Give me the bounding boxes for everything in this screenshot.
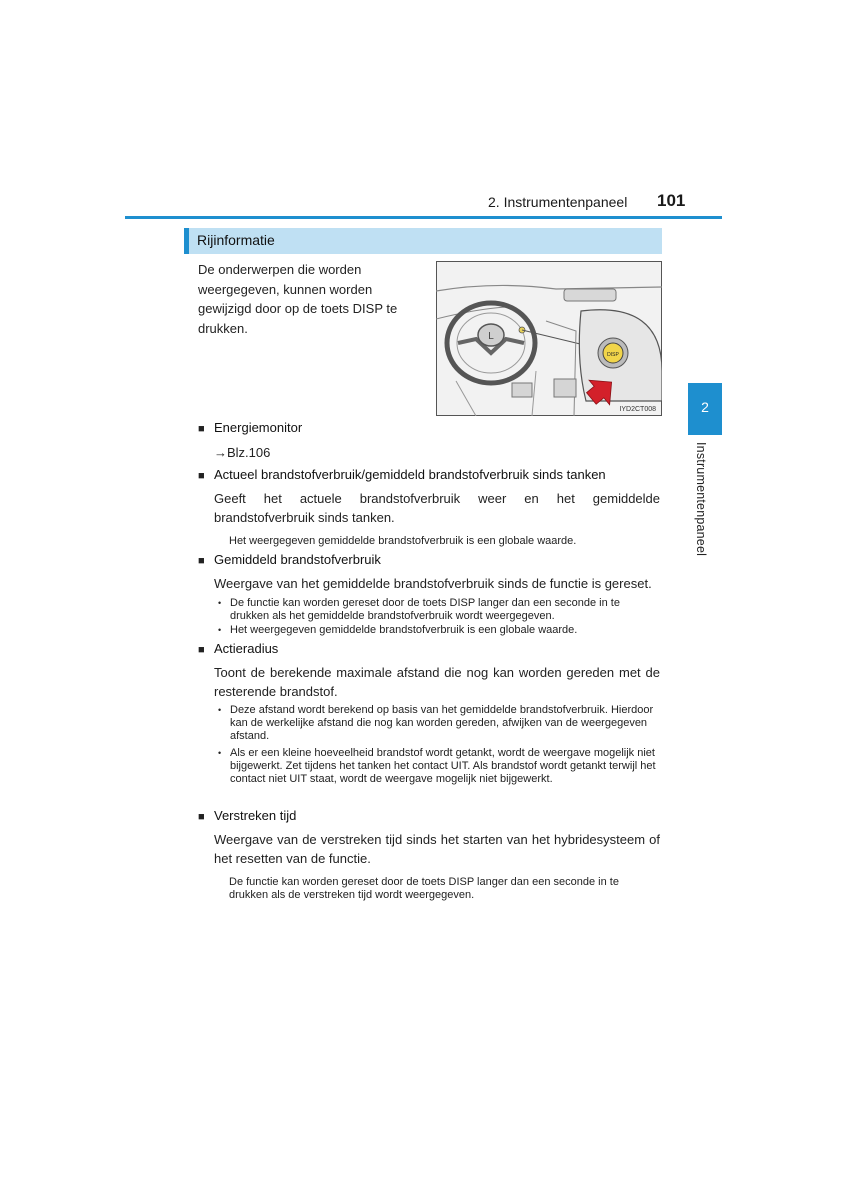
square-bullet-icon: ■ xyxy=(198,811,205,823)
header-rule xyxy=(125,216,722,219)
page-number: 101 xyxy=(657,191,686,210)
bullet-gemiddeld-2: Het weergegeven gemiddelde brandstofverbruik is een globale waarde. xyxy=(230,624,578,636)
bullet-dot: • xyxy=(218,705,222,715)
disp-button-icon xyxy=(598,338,628,368)
note-actueel-verbruik: Het weergegeven gemiddelde brandstofverbruik is een globale waarde. xyxy=(229,535,577,547)
bullet-gemiddeld-1: De functie kan worden gereset door de toets DISP langer dan een seconde in te drukken als het gemiddelde brandstofverbruik wordt weergegeven. xyxy=(230,597,620,623)
chapter-tab-label: Instrumentenpaneel xyxy=(694,442,708,557)
heading-actueel-verbruik: Actueel brandstofverbruik/gemiddeld brandstofverbruik sinds tanken xyxy=(214,467,606,482)
square-bullet-icon: ■ xyxy=(198,555,205,567)
square-bullet-icon: ■ xyxy=(198,423,205,435)
bullet-dot: • xyxy=(218,625,222,635)
square-bullet-icon: ■ xyxy=(198,644,205,656)
paragraph-gemiddeld-verbruik: Weergave van het gemiddelde brandstofverbruik sinds de functie is gereset. xyxy=(214,576,652,591)
heading-verstreken-tijd: Verstreken tijd xyxy=(214,808,297,823)
bullet-actieradius-1: Deze afstand wordt berekend op basis van het gemiddelde brandstofverbruik. Hierdoor kan de werkelijke afstand die nog kan worden gereden, afwijken van de weergegeven afstand. xyxy=(230,704,654,743)
heading-actieradius: Actieradius xyxy=(214,641,279,656)
dashboard-illustration xyxy=(436,261,662,416)
note-verstreken-tijd: De functie kan worden gereset door de toets DISP langer dan een seconde in te drukken als de verstreken tijd wordt weergegeven. xyxy=(229,876,619,902)
disp-button-label: DISP xyxy=(607,352,619,358)
paragraph-actueel-verbruik: Geeft het actuele brandstofverbruik weer en het gemiddelde brandstofverbruik sinds tanken. xyxy=(214,491,660,525)
square-bullet-icon: ■ xyxy=(198,470,205,482)
reference-link[interactable]: →Blz.106 xyxy=(214,445,271,460)
running-header-section: 2. Instrumentenpaneel xyxy=(488,194,628,210)
paragraph-verstreken-tijd: Weergave van de verstreken tijd sinds het starten van het hybridesysteem of het resetten van de functie. xyxy=(214,832,660,866)
figure-code: IYD2CT008 xyxy=(619,406,656,413)
svg-text:L: L xyxy=(488,331,494,342)
paragraph-actieradius: Toont de berekende maximale afstand die nog kan worden gereden met de resterende brandstof. xyxy=(214,665,660,699)
intro-paragraph: De onderwerpen die worden weergegeven, kunnen worden gewijzigd door op de toets DISP te drukken. xyxy=(198,262,398,336)
bullet-actieradius-2: Als er een kleine hoeveelheid brandstof wordt getankt, wordt de weergave mogelijk niet bijgewerkt. Zet tijdens het tanken het contact UIT. Als brandstof wordt getankt terwijl het contact niet UIT staat, wordt de weergave mogelijk niet bijgewerkt. xyxy=(230,747,656,786)
heading-gemiddeld-verbruik: Gemiddeld brandstofverbruik xyxy=(214,552,381,567)
bullet-dot: • xyxy=(218,598,222,608)
heading-energiemonitor: Energiemonitor xyxy=(214,420,303,435)
chapter-tab-number: 2 xyxy=(701,399,709,415)
section-title: Rijinformatie xyxy=(197,232,275,248)
section-title-accent xyxy=(184,228,189,254)
bullet-dot: • xyxy=(218,748,222,758)
